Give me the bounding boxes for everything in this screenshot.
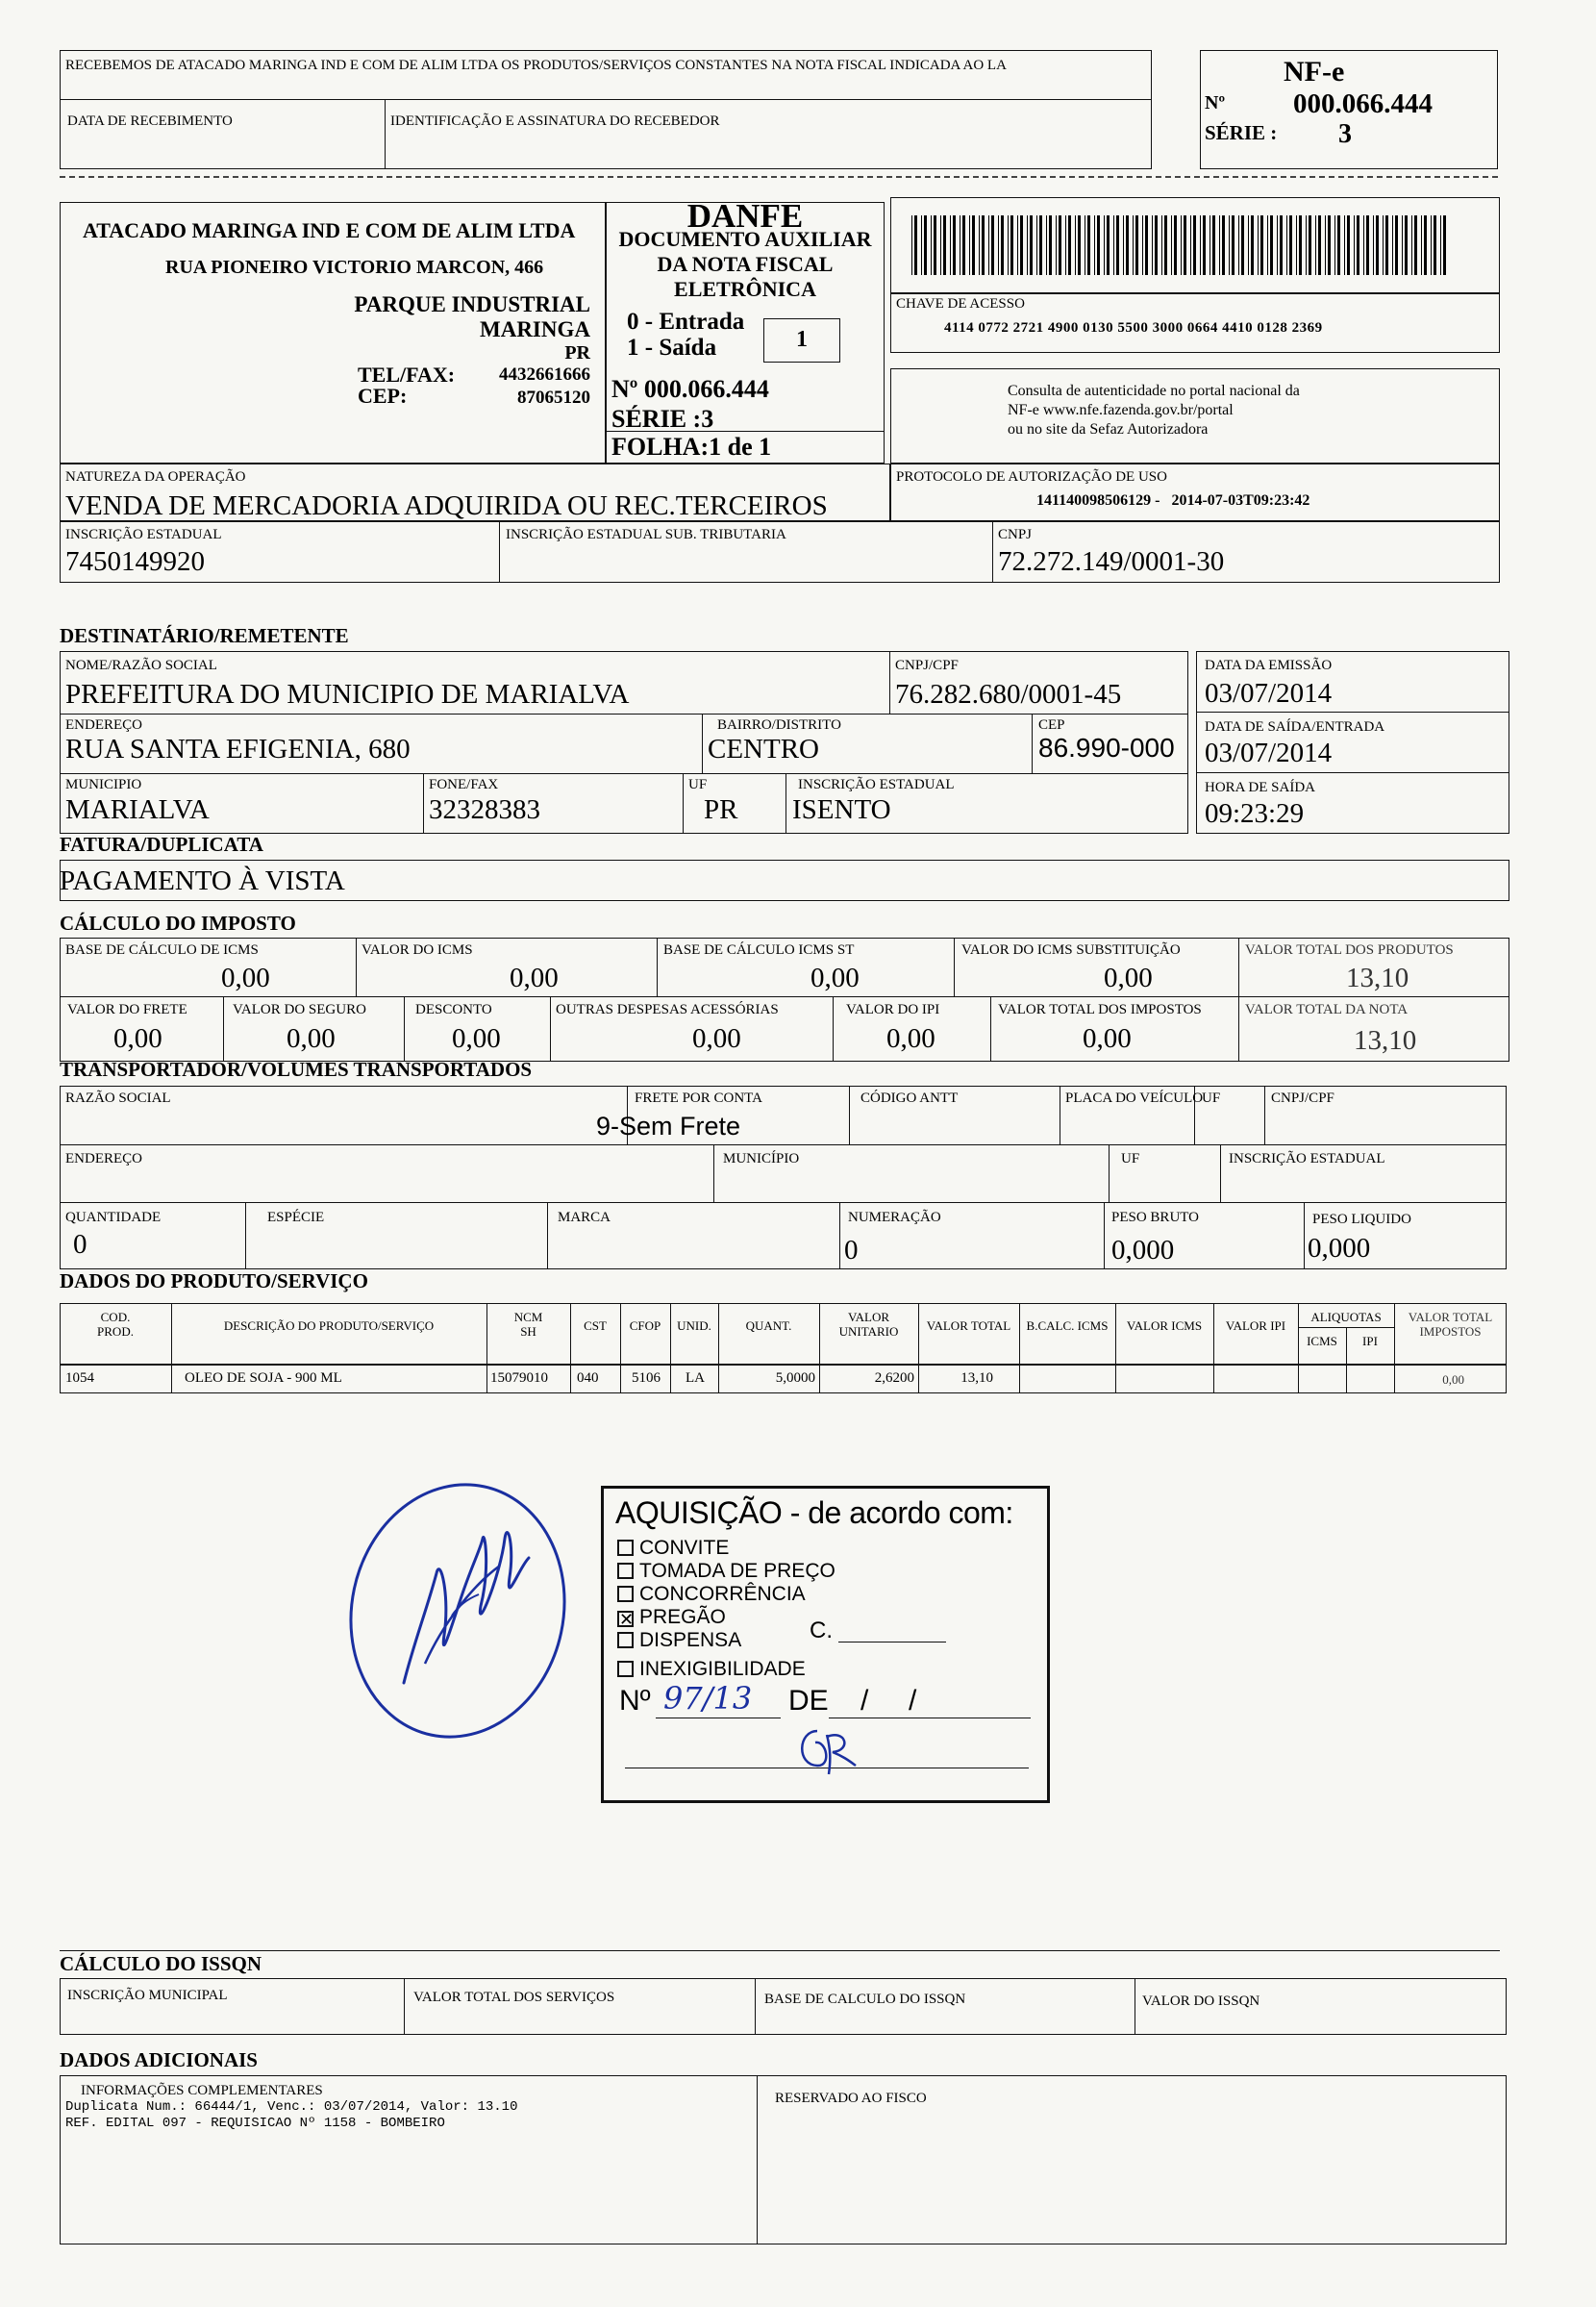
tax-hline xyxy=(60,996,1509,997)
h-desc: DESCRIÇÃO DO PRODUTO/SERVIÇO xyxy=(223,1318,435,1333)
checkbox-icon xyxy=(617,1563,634,1579)
transport-uf2-label: UF xyxy=(1121,1151,1140,1166)
ie-divider2 xyxy=(992,521,993,583)
stamp-opt1-label: CONVITE xyxy=(639,1537,730,1559)
consult-line1: Consulta de autenticidade no portal nacional da xyxy=(1008,383,1300,399)
issqn-v1 xyxy=(404,1978,405,2035)
consult-line3: ou no site da Sefaz Autorizadora xyxy=(1008,421,1209,438)
receipt-date-label: DATA DE RECEBIMENTO xyxy=(67,113,233,129)
exit-date: 03/07/2014 xyxy=(1205,738,1333,768)
h-bcalc: B.CALC. ICMS xyxy=(1026,1318,1109,1333)
discount-label: DESCONTO xyxy=(415,1002,492,1017)
tax-v6 xyxy=(404,996,405,1062)
recipient-hline2 xyxy=(60,773,1188,774)
recipient-ie: ISENTO xyxy=(792,794,891,825)
issuer-state: PR xyxy=(564,342,590,364)
issuer-cep-label: CEP: xyxy=(358,384,408,408)
receipt-series: 3 xyxy=(1338,119,1352,149)
h-ncm1: NCM xyxy=(513,1310,543,1324)
checkbox-icon xyxy=(617,1540,634,1556)
recipient-phone: 32328383 xyxy=(429,794,540,825)
base-icms: 0,00 xyxy=(221,963,270,993)
additional-info-label: INFORMAÇÕES COMPLEMENTARES xyxy=(81,2083,323,2098)
transport-v6 xyxy=(713,1144,714,1202)
additional-section-title: DADOS ADICIONAIS xyxy=(60,2048,258,2071)
ie-value: 7450149920 xyxy=(65,546,205,577)
recipient-city-label: MUNICIPIO xyxy=(65,777,142,792)
h-taxes xyxy=(1394,1310,1507,1339)
dates-h1 xyxy=(1196,712,1509,713)
transport-cnpj-label: CNPJ/CPF xyxy=(1271,1091,1334,1106)
danfe-title: DANFE xyxy=(686,197,804,235)
danfe-entry: 0 - Entrada xyxy=(627,309,745,335)
products-header-box xyxy=(60,1303,1507,1365)
prod-v1 xyxy=(171,1303,172,1393)
recipient-address: RUA SANTA EFIGENIA, 680 xyxy=(65,734,411,765)
stamp-opt6 xyxy=(617,1658,806,1681)
issqn-services-label: VALOR TOTAL DOS SERVIÇOS xyxy=(413,1990,615,2005)
tax-v5 xyxy=(223,996,224,1062)
ipi-label: VALOR DO IPI xyxy=(846,1002,940,1017)
h-code1: COD. xyxy=(100,1310,131,1324)
receipt-vdivider xyxy=(385,99,386,169)
transport-v13 xyxy=(1304,1202,1305,1269)
stamp-opt3 xyxy=(617,1583,806,1606)
row-taxes: 0,00 xyxy=(1442,1372,1464,1387)
transport-freight-label: FRETE POR CONTA xyxy=(635,1091,762,1106)
stamp-date-prefix: DE xyxy=(788,1685,829,1717)
additional-line2: REF. EDITAL 097 - REQUISICAO Nº 1158 - BOMBEIRO xyxy=(65,2116,445,2131)
tax-section-title: CÁLCULO DO IMPOSTO xyxy=(60,912,296,935)
transport-v2 xyxy=(849,1086,850,1144)
insurance-value: 0,00 xyxy=(287,1023,336,1054)
recipient-v4 xyxy=(423,773,424,834)
issuer-phone-label: TEL/FAX: xyxy=(358,363,456,387)
row-cst: 040 xyxy=(577,1370,599,1386)
icms-label: VALOR DO ICMS xyxy=(362,942,473,958)
transport-name-label: RAZÃO SOCIAL xyxy=(65,1091,171,1106)
h-code xyxy=(60,1310,171,1339)
stamp-initials xyxy=(788,1721,865,1779)
h-unit: UNID. xyxy=(677,1318,711,1333)
cnpj-label: CNPJ xyxy=(998,527,1033,542)
transport-ie-label: INSCRIÇÃO ESTADUAL xyxy=(1229,1151,1385,1166)
prod-v5 xyxy=(670,1303,671,1393)
receipt-number: 000.066.444 xyxy=(1293,88,1433,119)
recipient-name-label: NOME/RAZÃO SOCIAL xyxy=(65,658,217,673)
transport-v10 xyxy=(547,1202,548,1269)
base-icms-label: BASE DE CÁLCULO DE ICMS xyxy=(65,942,259,958)
transport-v5 xyxy=(1264,1086,1265,1144)
transport-v8 xyxy=(1220,1144,1221,1202)
transport-gross: 0,000 xyxy=(1111,1235,1175,1266)
stamp-opt4-label: PREGÃO xyxy=(639,1606,726,1628)
freight-label: VALOR DO FRETE xyxy=(67,1002,187,1017)
stamp-number-prefix: Nº xyxy=(619,1685,651,1717)
exit-time-label: HORA DE SAÍDA xyxy=(1205,780,1316,795)
transport-antt-label: CÓDIGO ANTT xyxy=(860,1091,959,1106)
h-rates: ALIQUOTAS xyxy=(1310,1310,1382,1324)
issqn-topline xyxy=(60,1950,1500,1951)
transport-v11 xyxy=(839,1202,840,1269)
transport-plate-label: PLACA DO VEÍCULO xyxy=(1065,1091,1204,1106)
row-unit: LA xyxy=(686,1370,705,1386)
h-price xyxy=(819,1310,918,1339)
danfe-exit: 1 - Saída xyxy=(627,335,717,361)
discount-value: 0,00 xyxy=(452,1023,501,1054)
row-price: 2,6200 xyxy=(874,1370,914,1386)
transport-brand-label: MARCA xyxy=(558,1210,611,1225)
checkbox-icon xyxy=(617,1586,634,1602)
recipient-uf: PR xyxy=(704,794,738,825)
row-ncm: 15079010 xyxy=(490,1370,548,1386)
h-taxes2: IMPOSTOS xyxy=(1419,1324,1482,1339)
prod-v3 xyxy=(570,1303,571,1393)
tax-v8 xyxy=(833,996,834,1062)
other-label: OUTRAS DESPESAS ACESSÓRIAS xyxy=(556,1002,779,1017)
h-taxes1: VALOR TOTAL xyxy=(1408,1310,1493,1324)
base-st: 0,00 xyxy=(810,963,860,993)
h-ncm2: SH xyxy=(520,1324,536,1339)
transport-section-title: TRANSPORTADOR/VOLUMES TRANSPORTADOS xyxy=(60,1058,533,1081)
cnpj-value: 72.272.149/0001-30 xyxy=(998,546,1225,577)
row-total: 13,10 xyxy=(960,1370,993,1386)
consult-line2: NF-e www.nfe.fazenda.gov.br/portal xyxy=(1008,402,1234,418)
danfe-number: Nº 000.066.444 xyxy=(611,375,769,403)
taxes-total-label: VALOR TOTAL DOS IMPOSTOS xyxy=(998,1002,1202,1017)
stamp-opt3-label: CONCORRÊNCIA xyxy=(639,1583,806,1605)
stamp-opt6-label: INEXIGIBILIDADE xyxy=(639,1658,806,1680)
recipient-hline1 xyxy=(60,714,1188,715)
ie-st-label: INSCRIÇÃO ESTADUAL SUB. TRIBUTARIA xyxy=(506,527,786,542)
ipi-value: 0,00 xyxy=(886,1023,935,1054)
exit-time: 09:23:29 xyxy=(1205,798,1305,829)
insurance-label: VALOR DO SEGURO xyxy=(233,1002,366,1017)
transport-h1 xyxy=(60,1144,1507,1145)
recipient-section-title: DESTINATÁRIO/REMETENTE xyxy=(60,624,349,647)
transport-address-label: ENDEREÇO xyxy=(65,1151,142,1166)
transport-gross-label: PESO BRUTO xyxy=(1111,1210,1199,1225)
fisco-label: RESERVADO AO FISCO xyxy=(775,2091,927,2106)
access-key: 4114 0772 2721 4900 0130 5500 3000 0664 4410 0128 2369 xyxy=(944,320,1323,336)
recipient-v5 xyxy=(683,773,684,834)
issuer-phone: 4432661666 xyxy=(499,364,590,385)
tax-v7 xyxy=(550,996,551,1062)
issuer-name: ATACADO MARINGA IND E COM DE ALIM LTDA xyxy=(83,218,576,242)
tax-v2 xyxy=(657,938,658,996)
recipient-district-label: BAIRRO/DISTRITO xyxy=(717,717,841,733)
recipient-ie-label: INSCRIÇÃO ESTADUAL xyxy=(798,777,955,792)
checkbox-icon xyxy=(617,1661,634,1677)
stamp-opt4 xyxy=(617,1606,726,1629)
base-st-label: BASE DE CÁLCULO ICMS ST xyxy=(663,942,855,958)
h-rate-ipi: IPI xyxy=(1362,1334,1378,1348)
receipt-divider xyxy=(60,99,1152,100)
ie-label: INSCRIÇÃO ESTADUAL xyxy=(65,527,222,542)
danfe-type-box: 1 xyxy=(763,318,840,363)
h-total: VALOR TOTAL xyxy=(926,1318,1011,1333)
stamp-number: 97/13 xyxy=(663,1680,753,1717)
h-rate-icms: ICMS xyxy=(1307,1334,1337,1348)
transport-v7 xyxy=(1109,1144,1110,1202)
products-total-label: VALOR TOTAL DOS PRODUTOS xyxy=(1245,942,1454,958)
nature-value: VENDA DE MERCADORIA ADQUIRIDA OU REC.TERCEIROS xyxy=(65,490,828,521)
issuer-district1: PARQUE INDUSTRIAL xyxy=(354,292,590,316)
access-key-label: CHAVE DE ACESSO xyxy=(896,296,1025,312)
danfe-sheet-line xyxy=(606,431,885,432)
prod-v10 xyxy=(1115,1303,1116,1393)
danfe-series: SÉRIE :3 xyxy=(611,405,714,433)
freight-value: 0,00 xyxy=(113,1023,162,1054)
transport-net: 0,000 xyxy=(1308,1233,1371,1264)
h-cst: CST xyxy=(584,1318,607,1333)
recipient-district: CENTRO xyxy=(708,734,819,765)
stamp-title: AQUISIÇÃO - de acordo com: xyxy=(615,1495,1013,1530)
invoice-value: PAGAMENTO À VISTA xyxy=(60,865,345,896)
prod-rates-line xyxy=(1298,1327,1394,1328)
receipt-nfe-title: NF-e xyxy=(1284,56,1345,88)
receipt-signature-label: IDENTIFICAÇÃO E ASSINATURA DO RECEBEDOR xyxy=(390,113,720,129)
handwritten-signature xyxy=(337,1481,625,1769)
transport-box xyxy=(60,1086,1507,1269)
receipt-text: RECEBEMOS DE ATACADO MARINGA IND E COM DE ALIM LTDA OS PRODUTOS/SERVIÇOS CONSTANTES NA NOTA FISCAL INDICADA AO LA xyxy=(65,58,1007,73)
issqn-section-title: CÁLCULO DO ISSQN xyxy=(60,1952,262,1975)
h-qty: QUANT. xyxy=(745,1318,792,1333)
stamp-opt5-label: DISPENSA xyxy=(639,1629,742,1651)
icms-st: 0,00 xyxy=(1104,963,1153,993)
icms-value: 0,00 xyxy=(510,963,559,993)
prod-v6 xyxy=(718,1303,719,1393)
issuer-district2: MARINGA xyxy=(480,317,590,341)
emission-date: 03/07/2014 xyxy=(1205,678,1333,709)
tax-v4 xyxy=(1238,938,1239,1062)
row-code: 1054 xyxy=(65,1370,94,1386)
transport-city-label: MUNICÍPIO xyxy=(723,1151,800,1166)
transport-h2 xyxy=(60,1202,1507,1203)
ie-divider1 xyxy=(499,521,500,583)
additional-line1: Duplicata Num.: 66444/1, Venc.: 03/07/2014, Valor: 13.10 xyxy=(65,2099,518,2115)
other-value: 0,00 xyxy=(692,1023,741,1054)
recipient-cep: 86.990-000 xyxy=(1038,733,1175,763)
protocol-value: 141140098506129 - 2014-07-03T09:23:42 xyxy=(1036,492,1310,509)
recipient-cep-label: CEP xyxy=(1038,717,1065,733)
transport-v9 xyxy=(245,1202,246,1269)
h-ncm xyxy=(486,1310,570,1339)
tax-v1 xyxy=(356,938,357,996)
h-code2: PROD. xyxy=(97,1324,134,1339)
issqn-value-label: VALOR DO ISSQN xyxy=(1142,1994,1260,2009)
transport-v12 xyxy=(1104,1202,1105,1269)
tax-v9 xyxy=(990,996,991,1062)
stamp-opt2-label: TOMADA DE PREÇO xyxy=(639,1560,835,1582)
protocol-label: PROTOCOLO DE AUTORIZAÇÃO DE USO xyxy=(896,469,1167,485)
receipt-number-label: Nº xyxy=(1205,92,1226,113)
transport-qty: 0 xyxy=(73,1229,87,1260)
recipient-cnpj: 76.282.680/0001-45 xyxy=(895,679,1122,710)
transport-qty-label: QUANTIDADE xyxy=(65,1210,162,1225)
note-total-label: VALOR TOTAL DA NOTA xyxy=(1245,1002,1409,1017)
issuer-cep: 87065120 xyxy=(517,388,590,408)
stamp-opt2 xyxy=(617,1560,835,1583)
receipt-series-label: SÉRIE : xyxy=(1205,121,1278,144)
prod-v9 xyxy=(1019,1303,1020,1393)
taxes-total: 0,00 xyxy=(1083,1023,1132,1054)
h-price1: VALOR xyxy=(847,1310,890,1324)
transport-species-label: ESPÉCIE xyxy=(267,1210,325,1225)
h-icms: VALOR ICMS xyxy=(1126,1318,1203,1333)
issqn-v2 xyxy=(755,1978,756,2035)
recipient-cnpj-label: CNPJ/CPF xyxy=(895,658,959,673)
barcode-icon xyxy=(911,215,1456,275)
issuer-address: RUA PIONEIRO VICTORIO MARCON, 466 xyxy=(165,257,544,278)
recipient-name: PREFEITURA DO MUNICIPIO DE MARIALVA xyxy=(65,679,630,710)
recipient-v2 xyxy=(702,714,703,773)
cut-line xyxy=(60,176,1498,178)
danfe-sub3: ELETRÔNICA xyxy=(674,277,816,301)
transport-uf-label: UF xyxy=(1202,1091,1221,1106)
prod-v8 xyxy=(918,1303,919,1393)
h-cfop: CFOP xyxy=(629,1318,661,1333)
dates-h2 xyxy=(1196,772,1509,773)
additional-divider xyxy=(757,2075,758,2244)
transport-freight: 9-Sem Frete xyxy=(596,1112,741,1141)
nature-label: NATUREZA DA OPERAÇÃO xyxy=(65,469,246,485)
recipient-uf-label: UF xyxy=(688,777,708,792)
checkbox-icon xyxy=(617,1632,634,1648)
danfe-sheet: FOLHA:1 de 1 xyxy=(611,433,772,461)
transport-net-label: PESO LIQUIDO xyxy=(1312,1212,1411,1227)
issqn-municipal-label: INSCRIÇÃO MUNICIPAL xyxy=(67,1988,228,2003)
stamp-opt5 xyxy=(617,1629,741,1652)
stamp-opt1 xyxy=(617,1537,729,1560)
row-qty: 5,0000 xyxy=(775,1370,815,1386)
recipient-city: MARIALVA xyxy=(65,794,210,825)
row-cfop: 5106 xyxy=(632,1370,661,1386)
danfe-sub1: DOCUMENTO AUXILIAR xyxy=(618,227,872,251)
checkbox-checked-icon: ✕ xyxy=(619,1610,635,1629)
stamp-date-slashes: / / xyxy=(860,1685,917,1717)
stamp-c-label: C. xyxy=(810,1617,833,1643)
recipient-address-label: ENDEREÇO xyxy=(65,717,142,733)
emission-label: DATA DA EMISSÃO xyxy=(1205,658,1333,673)
note-total: 13,10 xyxy=(1354,1025,1417,1056)
danfe-sub2: DA NOTA FISCAL xyxy=(657,252,834,276)
row-desc: OLEO DE SOJA - 900 ML xyxy=(185,1370,342,1386)
prod-v11 xyxy=(1213,1303,1214,1393)
invoice-section-title: FATURA/DUPLICATA xyxy=(60,833,263,856)
products-total: 13,10 xyxy=(1346,963,1409,993)
recipient-phone-label: FONE/FAX xyxy=(429,777,499,792)
prod-v4 xyxy=(620,1303,621,1393)
h-ipi: VALOR IPI xyxy=(1225,1318,1286,1333)
tax-v3 xyxy=(954,938,955,996)
products-section-title: DADOS DO PRODUTO/SERVIÇO xyxy=(60,1269,368,1292)
issqn-base-label: BASE DE CALCULO DO ISSQN xyxy=(764,1992,966,2007)
recipient-v3 xyxy=(1032,714,1033,773)
exit-date-label: DATA DE SAÍDA/ENTRADA xyxy=(1205,719,1385,735)
recipient-v1 xyxy=(889,651,890,714)
transport-numbering: 0 xyxy=(844,1235,859,1266)
transport-numbering-label: NUMERAÇÃO xyxy=(848,1210,941,1225)
icms-st-label: VALOR DO ICMS SUBSTITUIÇÃO xyxy=(961,942,1181,958)
h-price2: UNITARIO xyxy=(838,1324,899,1339)
